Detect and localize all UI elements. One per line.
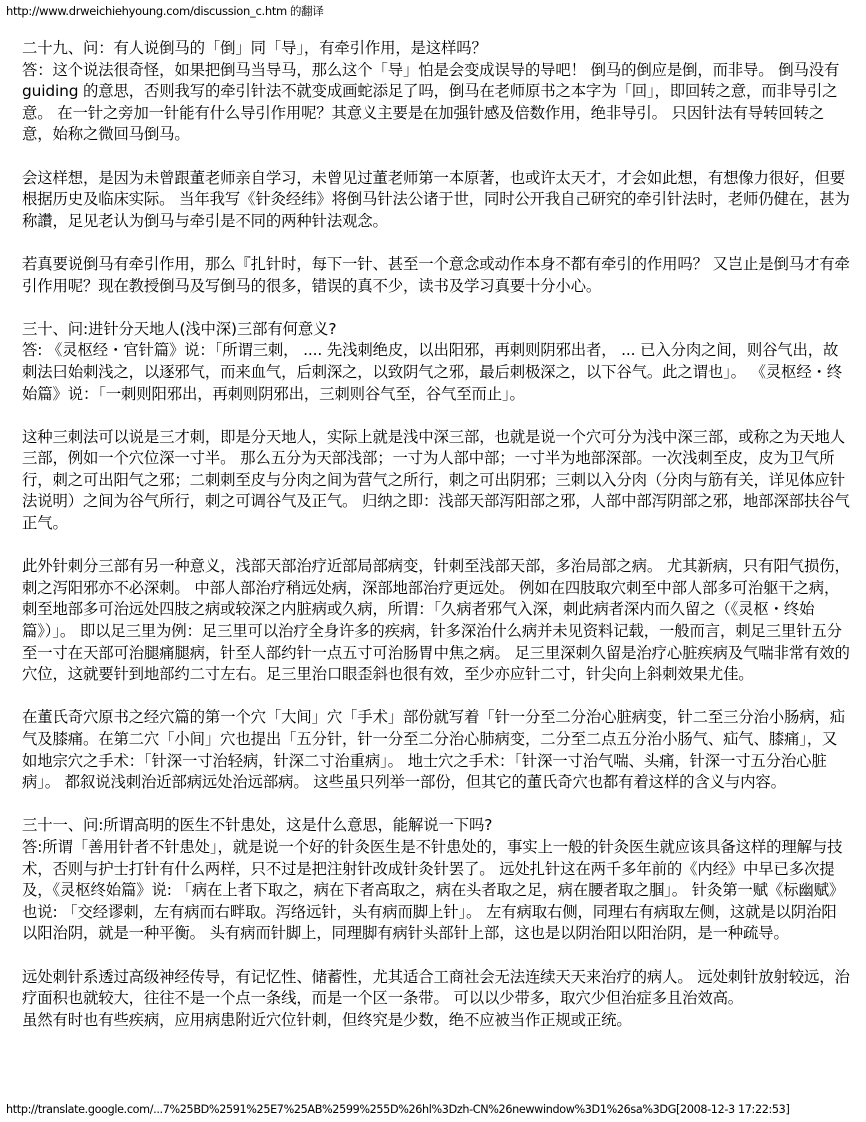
question-29: 二十九、问：有人说倒马的「倒」同「导」，有牵引作用，是这样吗？ (22, 39, 487, 57)
print-header (6, 4, 324, 18)
paragraph-q30 (22, 319, 850, 405)
paragraph-q30-continued-1 (22, 427, 850, 535)
answer-31: 答:所谓「善用针者不针患处」，就是说一个好的针灸医生是不针患处的，事实上一般的针灸医生就应该具备这样的理解与技术，否则与护士打针有什么两样，只不过是把注射针改成针灸针罢了。 远处扎针这在两千多年前的《内经》中早已多次提及，《灵枢终始篇》说: 「病在上者下取之，病在下者高取之，病在头者取之足，病在腰者取之腘」。 针灸第一赋《标幽赋》也说: 「交经谬刺，左有病而右畔取。泻络远针，头有病而脚上针」。 左有病取右侧，同理右有病取左侧，这就是以阴治阳以阳治阴，就是一种平衡。 头有病而针脚上，同理脚有病针头部针上部，这也是以阴治阳以阳治阴，是一种疏导。 (22, 837, 845, 943)
paragraph-text: 会这样想，是因为未曾跟董老师亲自学习，未曾见过董老师第一本原著，也或许太天才，才会如此想，有想像力很好，但要根据历史及临床实际。 当年我写《针灸经纬》将倒马针法公诸于世，同时公开我自己研究的牵引针法时，老师仍健在，甚为称讚，足见老认为倒马与牵引是不同的两种针法观念。 (22, 168, 850, 230)
source-url[interactable]: http://www.drweichiehyoung.com/discussion_c.htm (6, 4, 287, 18)
translation-suffix: 的翻译 (289, 4, 324, 18)
print-footer (6, 1103, 789, 1117)
translate-url[interactable]: http://translate.google.com/...7%25BD%2591%25E7%25AB%2599%255D%26hl%3Dzh-CN%26newwindow%3D1%26sa%3DG (6, 1103, 677, 1116)
paragraph-q31 (22, 815, 850, 945)
paragraph-q29-continued-1 (22, 168, 850, 233)
paragraph-text: 此外针刺分三部有另一种意义，浅部天部治疗近部局部病变，针刺至浅部天部，多治局部之病。 尤其新病，只有阳气损伤，刺之泻阳邪亦不必深刺。 中部人部治疗稍远处病，深部地部治疗更远处。 例如在四肢取穴刺至中部人部多可治躯干之病，刺至地部多可治远处四肢之病或较深之内脏病或久病，所谓：「久病者邪气入深，刺此病者深内而久留之（《灵枢・终始篇》）」。 即以足三里为例：足三里可以治疗全身许多的疾病，针多深治什么病并未见资料记载，一般而言，刺足三里针五分至一寸在天部可治腿痛腿病，针至人部约针一点五寸可治肠胃中焦之病。 足三里深刺久留是治疗心脏疾病及气喘非常有效的穴位，这就要针到地部约二寸左右。足三里治口眼歪斜也很有效，至少亦应针二寸，针尖向上斜刺效果尤佳。 (22, 557, 850, 684)
paragraph-text: 若真要说倒马有牵引作用，那么『扎针时，每下一针、甚至一个意念或动作本身不都有牵引的作用吗？ 又岂止是倒马才有牵引作用呢？现在教授倒马及写倒马的很多，错误的真不少，读书及学习真要十分小心。 (22, 254, 850, 295)
answer-29: 答：这个说法很奇怪，如果把倒马当导马，那么这个「导」怕是会变成误导的导吧！ 倒马的倒应是倒，而非导。 倒马没有 guiding 的意思，否则我写的牵引针法不就变成画蛇添足了吗，倒马在老师原书之本字为「回」，即回转之意，而非导引之意。 在一针之旁加一针能有什么导引作用呢？其意义主要是在加强针感及倍数作用，绝非导引。 只因针法有导转回转之意，始称之微回马倒马。 (22, 60, 840, 144)
article-body (22, 38, 850, 1053)
paragraph-q31-continued (22, 967, 850, 1032)
paragraph-text: 在董氏奇穴原书之经穴篇的第一个穴「大间」穴「手术」部份就写着「针一分至二分治心脏病变，针二至三分治小肠病，疝气及膝痛。在第二穴「小间」穴也提出「五分针，针一分至二分治心肺病变，二分至二点五分治小肠气、疝气、膝痛」，又如地宗穴之手术：「针深一寸治轻病，针深二寸治重病」。 地士穴之手术：「针深一寸治气喘、头痛，针深一寸五分治心脏病」。 都叙说浅刺治近部病远处治远部病。 这些虽只列举一部份，但其它的董氏奇穴也都有着这样的含义与内容。 (22, 708, 845, 792)
paragraph-q29-continued-2 (22, 254, 850, 297)
answer-30: 答: 《灵枢经・官针篇》说：「所谓三刺， .... 先浅刺绝皮，以出阳邪，再刺则阴邪出者， ... 已入分肉之间，则谷气出，故刺法曰始刺浅之，以逐邪气，而来血气，后刺深之，以致阴气之邪，最后刺极深之，以下谷气。此之谓也」。 《灵枢经・终始篇》说：「一刺则阳邪出，再刺则阴邪出，三刺则谷气至，谷气至而止」。 (22, 341, 843, 403)
question-30: 三十、问:进针分天地人(浅中深)三部有何意义? (22, 319, 337, 338)
paragraph-text: 这种三刺法可以说是三才刺，即是分天地人，实际上就是浅中深三部，也就是说一个穴可分为浅中深三部，或称之为天地人三部，例如一个穴位深一寸半。 那么五分为天部浅部；一寸为人部中部；一寸半为地部深部。一次浅刺至皮，皮为卫气所行，刺之可出阳气之邪；二刺刺至皮与分肉之间为营气之所行，刺之可出阴邪；三刺以入分肉（分肉与筋有关，详见体应针法说明）之间为谷气所行，刺之可调谷气及正气。 归纳之即：浅部天部泻阳部之邪，人部中部泻阴部之邪，地部深部扶谷气正气。 (22, 427, 850, 533)
paragraph-q30-continued-2 (22, 556, 850, 686)
question-31: 三十一、问:所谓高明的医生不针患处，这是什么意思，能解说一下吗? (22, 816, 493, 835)
paragraph-q30-continued-3 (22, 707, 850, 793)
paragraph-text: 远处刺针系透过高级神经传导，有记忆性、储蓄性，尤其适合工商社会无法连续天天来治疗的病人。 远处刺针放射较远，治疗面积也就较大，往往不是一个点一条线，而是一个区一条带。 可以以少带多，取穴少但治症多且治效高。 (22, 967, 850, 1008)
paragraph-q29 (22, 38, 850, 146)
print-timestamp: [2008-12-3 17:22:53] (676, 1103, 790, 1116)
paragraph-text: 虽然有时也有些疾病，应用病患附近穴位针刺，但终究是少数，绝不应被当作正规或正统。 (22, 1010, 632, 1029)
